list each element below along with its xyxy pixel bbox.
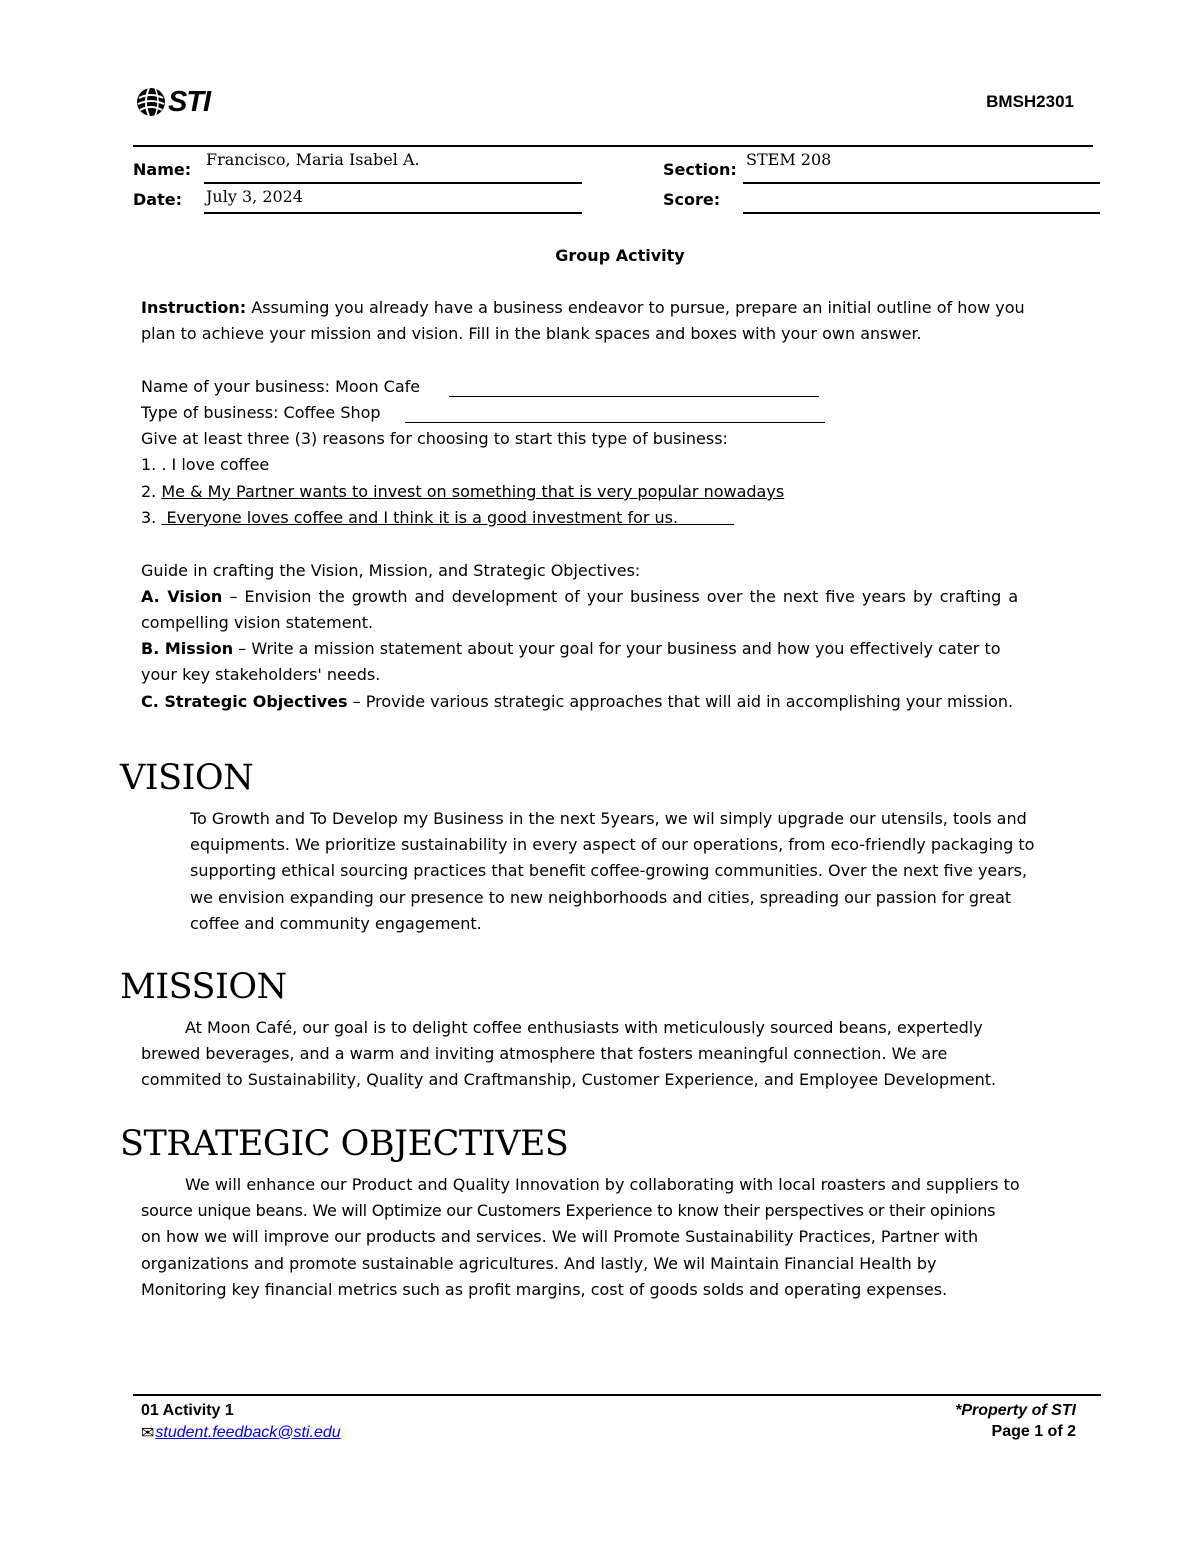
guide-c-label: C. Strategic Objectives [141, 692, 348, 711]
instruction-label: Instruction: [141, 298, 247, 317]
name-underline [204, 182, 582, 184]
guide-b-line-1 [141, 639, 1001, 658]
objectives-heading: STRATEGIC OBJECTIVES [120, 1124, 569, 1164]
instruction-text-1: Assuming you already have a business endeavor to pursue, prepare an initial outline of how you [246, 298, 1025, 317]
reason-3-line [141, 508, 734, 527]
business-type-underline [405, 422, 825, 423]
instruction-line-2: plan to achieve your mission and vision. Fill in the blank spaces and boxes with your own answer. [141, 324, 922, 343]
footer-email[interactable] [141, 1423, 341, 1442]
objectives-line: Monitoring key financial metrics such as profit margins, cost of goods solds and operating expenses. [141, 1279, 948, 1299]
mission-line: brewed beverages, and a warm and inviting atmosphere that fosters meaningful connection. We are [141, 1044, 948, 1064]
guide-c-line [141, 692, 1013, 711]
reason-2[interactable]: Me & My Partner wants to invest on something that is very popular nowadays [161, 482, 785, 501]
section-underline [743, 182, 1100, 184]
reasons-prompt: Give at least three (3) reasons for choosing to start this type of business: [141, 429, 728, 448]
reason-1[interactable]: 1. . I love coffee [141, 455, 270, 474]
date-label: Date: [133, 190, 182, 209]
guide-a-label: A. Vision [141, 587, 223, 606]
business-type-line [141, 403, 381, 422]
envelope-icon: ✉ [141, 1423, 155, 1442]
section-label: Section: [663, 160, 737, 179]
footer-divider [133, 1394, 1101, 1396]
name-label: Name: [133, 160, 192, 179]
objectives-line: on how we will improve our products and services. We will Promote Sustainability Practices, Partner with [141, 1227, 979, 1247]
guide-b-line-2: your key stakeholders' needs. [141, 665, 381, 684]
business-name-underline [449, 396, 819, 397]
vision-paragraph[interactable] [190, 806, 1034, 937]
business-name-text[interactable]: Name of your business: Moon Cafe [141, 377, 421, 396]
email-link[interactable]: student.feedback@sti.edu [155, 1423, 341, 1441]
mission-line: commited to Sustainability, Quality and Craftmanship, Customer Experience, and Employee Development. [141, 1070, 997, 1090]
instruction-line-1 [141, 298, 1025, 317]
vision-heading: VISION [120, 758, 254, 798]
vision-line: equipments. We prioritize sustainability in every aspect of our operations, from eco-friendly packaging to [190, 835, 1035, 855]
course-code: BMSH2301 [986, 92, 1074, 111]
guide-a-line-1 [141, 587, 1018, 606]
mission-paragraph[interactable] [141, 1015, 996, 1094]
sti-logo [135, 84, 210, 120]
reason-2-number: 2. [141, 482, 162, 501]
globe-icon [135, 86, 167, 118]
vision-line: coffee and community engagement. [190, 913, 482, 933]
guide-intro: Guide in crafting the Vision, Mission, and Strategic Objectives: [141, 561, 641, 580]
footer-page-number: Page 1 of 2 [991, 1423, 1076, 1440]
vision-line: supporting ethical sourcing practices that benefit coffee-growing communities. Over the next five years, [190, 861, 1028, 881]
objectives-paragraph[interactable] [141, 1172, 1020, 1303]
footer-activity: 01 Activity 1 [141, 1402, 234, 1419]
guide-b-text-1: – Write a mission statement about your goal for your business and how you effectively cater to [233, 639, 1001, 658]
header-divider [133, 145, 1093, 147]
business-type-text[interactable]: Type of business: Coffee Shop [141, 403, 381, 422]
score-underline [743, 212, 1100, 214]
reason-2-line [141, 482, 784, 501]
objectives-line: source unique beans. We will Optimize our Customers Experience to know their perspectives or their opinions [141, 1201, 996, 1221]
mission-line: At Moon Café, our goal is to delight coffee enthusiasts with meticulously sourced beans, expertedly [185, 1018, 983, 1037]
reason-3-number: 3. [141, 508, 162, 527]
date-value[interactable]: July 3, 2024 [206, 187, 304, 206]
score-label: Score: [663, 190, 721, 209]
reason-3[interactable]: Everyone loves coffee and I think it is a good investment for us. [161, 508, 735, 527]
guide-c-text: – Provide various strategic approaches that will aid in accomplishing your mission. [347, 692, 1014, 711]
vision-line: we envision expanding our presence to new neighborhoods and cities, spreading our passion for great [190, 887, 1012, 907]
section-value[interactable]: STEM 208 [746, 150, 832, 169]
date-underline [204, 212, 582, 214]
guide-a-text-1: – Envision the growth and development of your business over the next five years by crafting a [222, 587, 1019, 606]
footer-property: *Property of STI [955, 1402, 1076, 1419]
business-name-line [141, 377, 420, 396]
guide-b-label: B. Mission [141, 639, 234, 658]
vision-line: To Growth and To Develop my Business in the next 5years, we wil simply upgrade our utensils, tools and [190, 809, 1027, 828]
guide-a-line-2: compelling vision statement. [141, 613, 374, 632]
page-title: Group Activity [555, 246, 685, 265]
logo-text: STI [168, 85, 211, 118]
mission-heading: MISSION [120, 967, 287, 1007]
objectives-line: We will enhance our Product and Quality Innovation by collaborating with local roasters and suppliers to [185, 1175, 1020, 1194]
objectives-line: organizations and promote sustainable agricultures. And lastly, We wil Maintain Financial Health by [141, 1253, 937, 1273]
name-value[interactable]: Francisco, Maria Isabel A. [206, 150, 420, 169]
